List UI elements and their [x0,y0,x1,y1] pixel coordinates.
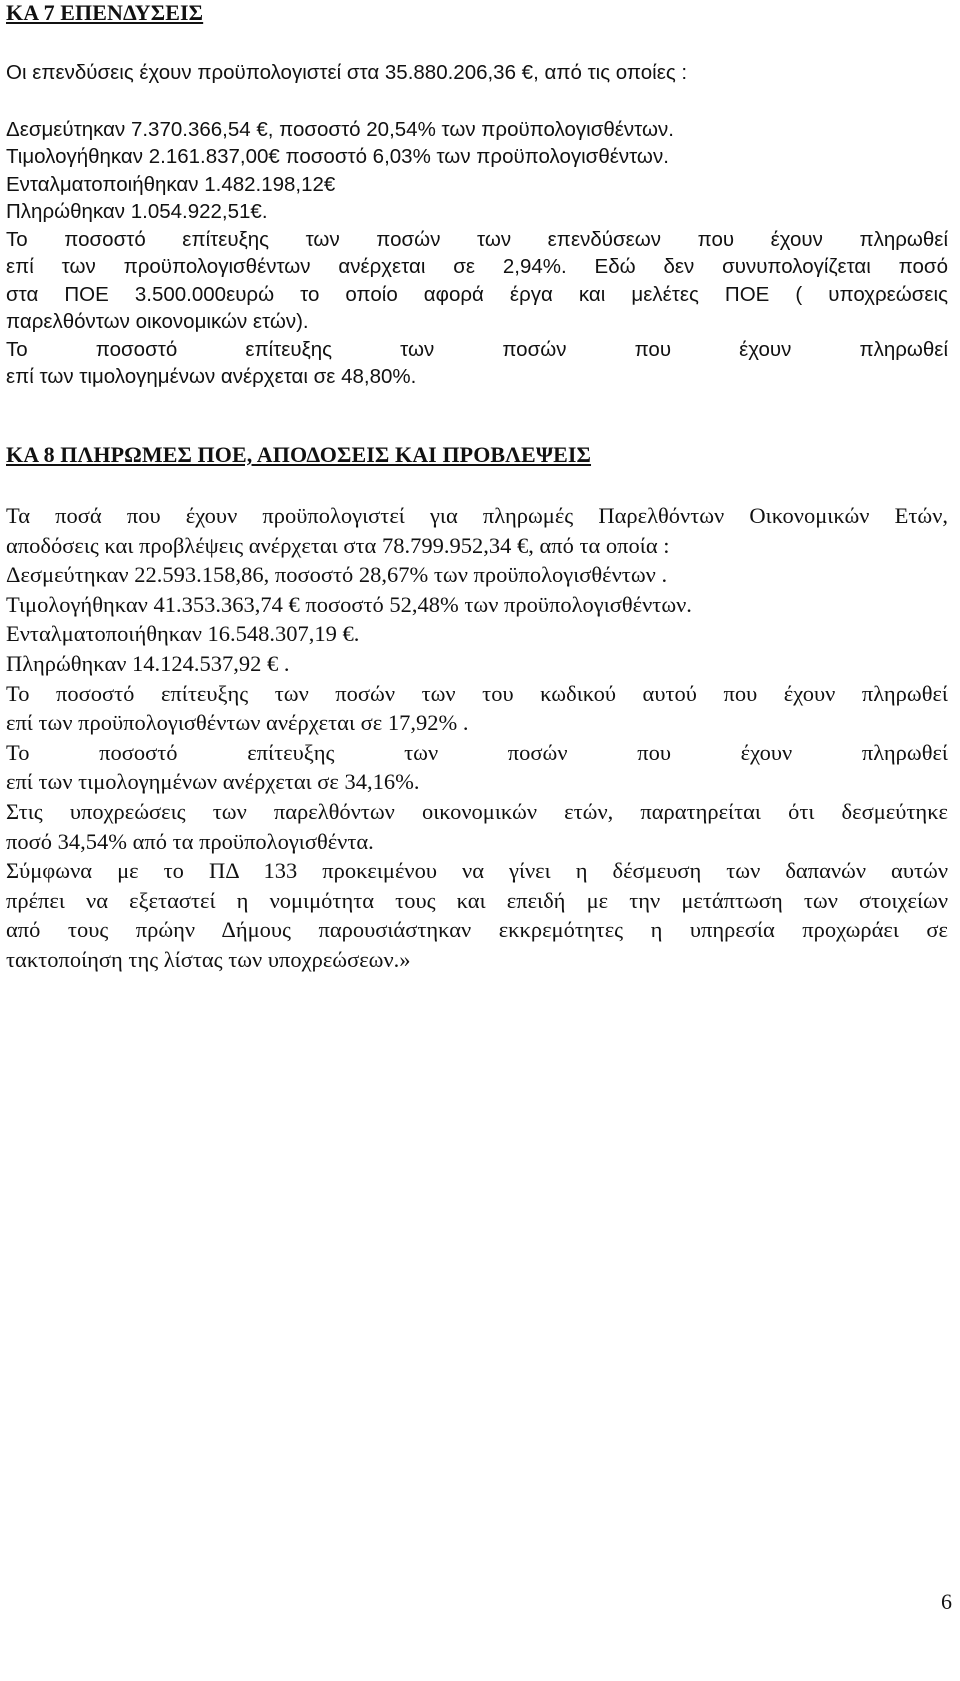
text-line: ποσό 34,54% από τα προϋπολογισθέντα. [6,828,374,854]
section-heading-ka8: ΚΑ 8 ΠΛΗΡΩΜΕΣ ΠΟΕ, ΑΠΟΔΟΣΕΙΣ ΚΑΙ ΠΡΟΒΛΕΨΕΙΣ [6,442,592,467]
text-line: επί των τιμολογημένων ανέρχεται σε 34,16%. [6,769,420,795]
text-line: Στις υποχρεώσεις των παρελθόντων οικονομικών ετών, παρατηρείται ότι δεσμεύτηκε [6,798,948,824]
text-line: Δεσμεύτηκαν 22.593.158,86, ποσοστό 28,67% των προϋπολογισθέντων . [6,562,668,588]
text-line: επί των προϋπολογισθέντων ανέρχεται σε 2,94%. Εδώ δεν συνυπολογίζεται ποσό [6,255,948,278]
text-line: τακτοποίηση της λίστας των υποχρεώσεων.» [6,946,411,972]
text-line: Σύμφωνα με το ΠΔ 133 προκειμένου να γίνει η δέσμευση των δαπανών αυτών [6,858,948,884]
text-line: από τους πρώην Δήμους παρουσιάστηκαν εκκρεμότητες η υπηρεσία προχωράει σε [6,917,948,943]
text-line: αποδόσεις και προβλέψεις ανέρχεται στα 78.799.952,34 €, από τα οποία : [6,532,670,558]
section-body-ka7 [6,59,948,391]
text-line: Πληρώθηκαν 14.124.537,92 € . [6,650,290,676]
text-line: Το ποσοστό επίτευξης των ποσών των του κωδικού αυτού που έχουν πληρωθεί [6,680,948,706]
text-line: Το ποσοστό επίτευξης των ποσών που έχουν πληρωθεί [6,739,948,765]
text-line: Οι επενδύσεις έχουν προϋπολογιστεί στα 35.880.206,36 €, από τις οποίες : [6,61,688,84]
text-line: στα ΠΟΕ 3.500.000ευρώ το οποίο αφορά έργα και μελέτες ΠΟΕ ( υποχρεώσεις [6,282,948,306]
text-line: παρελθόντων οικονομικών ετών). [6,310,309,333]
text-line: Τιμολογήθηκαν 2.161.837,00€ ποσοστό 6,03% των προϋπολογισθέντων. [6,145,669,168]
text-line: πρέπει να εξεταστεί η νομιμότητα τους και επειδή με την μετάπτωση των στοιχείων [6,887,948,913]
section-heading-ka7: ΚΑ 7 ΕΠΕΝΔΥΣΕΙΣ [6,0,204,25]
text-line: Τα ποσά που έχουν προϋπολογιστεί για πληρωμές Παρελθόντων Οικονομικών Ετών, [6,503,948,528]
text-line: Δεσμεύτηκαν 7.370.366,54 €, ποσοστό 20,54% των προϋπολογισθέντων. [6,117,674,141]
text-line: Πληρώθηκαν 1.054.922,51€. [6,200,268,223]
text-line: Το ποσοστό επίτευξης των ποσών των επενδύσεων που έχουν πληρωθεί [6,227,948,251]
text-line: Ενταλματοποιήθηκαν 1.482.198,12€ [6,172,336,196]
text-line: Ενταλματοποιήθηκαν 16.548.307,19 €. [6,621,360,647]
text-line: επί των προϋπολογισθέντων ανέρχεται σε 17,92% . [6,710,469,736]
text-line: επί των τιμολογημένων ανέρχεται σε 48,80%. [6,365,417,388]
section-body-ka8 [6,501,948,975]
text-line: Τιμολογήθηκαν 41.353.363,74 € ποσοστό 52,48% των προϋπολογισθέντων. [6,591,692,617]
page-number: 6 [941,1589,952,1614]
text-line: Το ποσοστό επίτευξης των ποσών που έχουν πληρωθεί [6,337,948,361]
